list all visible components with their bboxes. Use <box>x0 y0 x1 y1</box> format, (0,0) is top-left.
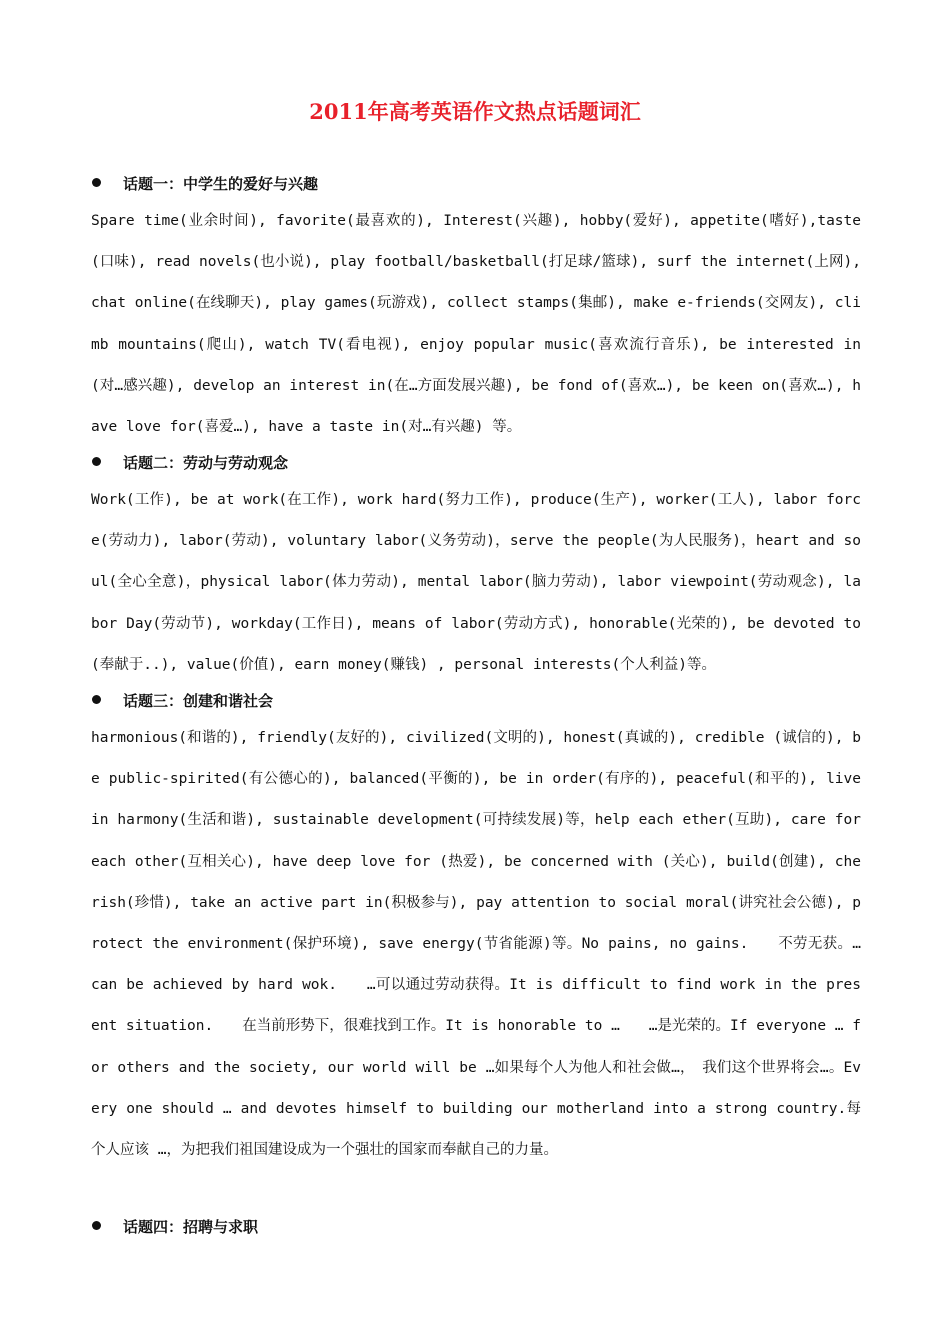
section-heading-text: 话题二：劳动与劳动观念 <box>123 454 289 472</box>
bullet-icon <box>92 1221 101 1230</box>
bullet-icon <box>92 695 101 704</box>
section-body-2: Work(工作), be at work(在工作), work hard(努力工作), produce(生产), worker(工人), labor force(劳动力), labor(劳动), voluntary labor(义务劳动)，serve the people(为人民服务)，heart and soul(全心全意)，physical labor(体力劳动), mental labor(脑力劳动), labor viewpoint(劳动观念), labor Day(劳动节), workday(工作日), means of labor(劳动方式), honorable(光荣的), be devoted to(奉献于..), value(价值), earn money(赚钱) , personal interests(个人利益)等。 <box>91 492 861 673</box>
section-heading-text: 话题四：招聘与求职 <box>123 1218 259 1236</box>
section-body-3: harmonious(和谐的), friendly(友好的), civilized(文明的), honest(真诚的), credible (诚信的), be public-spirited(有公德心的), balanced(平衡的), be in order(有序的), peaceful(和平的), live in harmony(生活和谐), sustainable development(可持续发展)等，help each ether(互助), care for each other(互相关心), have deep love for (热爱), be concerned with (关心), build(创建), cherish(珍惜), take an active part in(积极参与), pay attention to social moral(讲究社会公德), protect the environment(保护环境), save energy(节省能源)等。No pains, no gains. 不劳无获。…can be achieved by hard wok. …可以通过劳动获得。It is difficult to find work in the present situation. 在当前形势下，很难找到工作。It is honorable to … …是光荣的。If everyone … for others and the society, our world will be …如果每个人为他人和社会做…， 我们这个世界将会…。Every one should … and devotes himself to building our motherland into a strong country.每个人应该 …，为把我们祖国建设成为一个强壮的国家而奉献自己的力量。 <box>91 730 861 1159</box>
bullet-icon <box>92 178 101 187</box>
section-heading-text: 话题一：中学生的爱好与兴趣 <box>123 175 319 193</box>
bullet-icon <box>92 457 101 466</box>
section-heading-2 <box>92 453 862 473</box>
section-heading-1 <box>92 174 862 194</box>
section-heading-4 <box>92 1217 862 1237</box>
section-body-1: Spare time(业余时间), favorite(最喜欢的), Interest(兴趣), hobby(爱好), appetite(嗜好),taste(口味), read novels(也小说), play football/basketball(打足球/篮球), surf the internet(上网), chat online(在线聊天), play games(玩游戏), collect stamps(集邮), make e-friends(交网友), climb mountains(爬山), watch TV(看电视), enjoy popular music(喜欢流行音乐), be interested in(对…感兴趣), develop an interest in(在…方面发展兴趣), be fond of(喜欢…), be keen on(喜欢…), have love for(喜爱…), have a taste in(对…有兴趣) 等。 <box>91 213 861 436</box>
document-title: 2011年高考英语作文热点话题词汇 <box>309 99 641 124</box>
section-heading-text: 话题三：创建和谐社会 <box>123 692 274 710</box>
section-heading-3 <box>92 691 862 711</box>
